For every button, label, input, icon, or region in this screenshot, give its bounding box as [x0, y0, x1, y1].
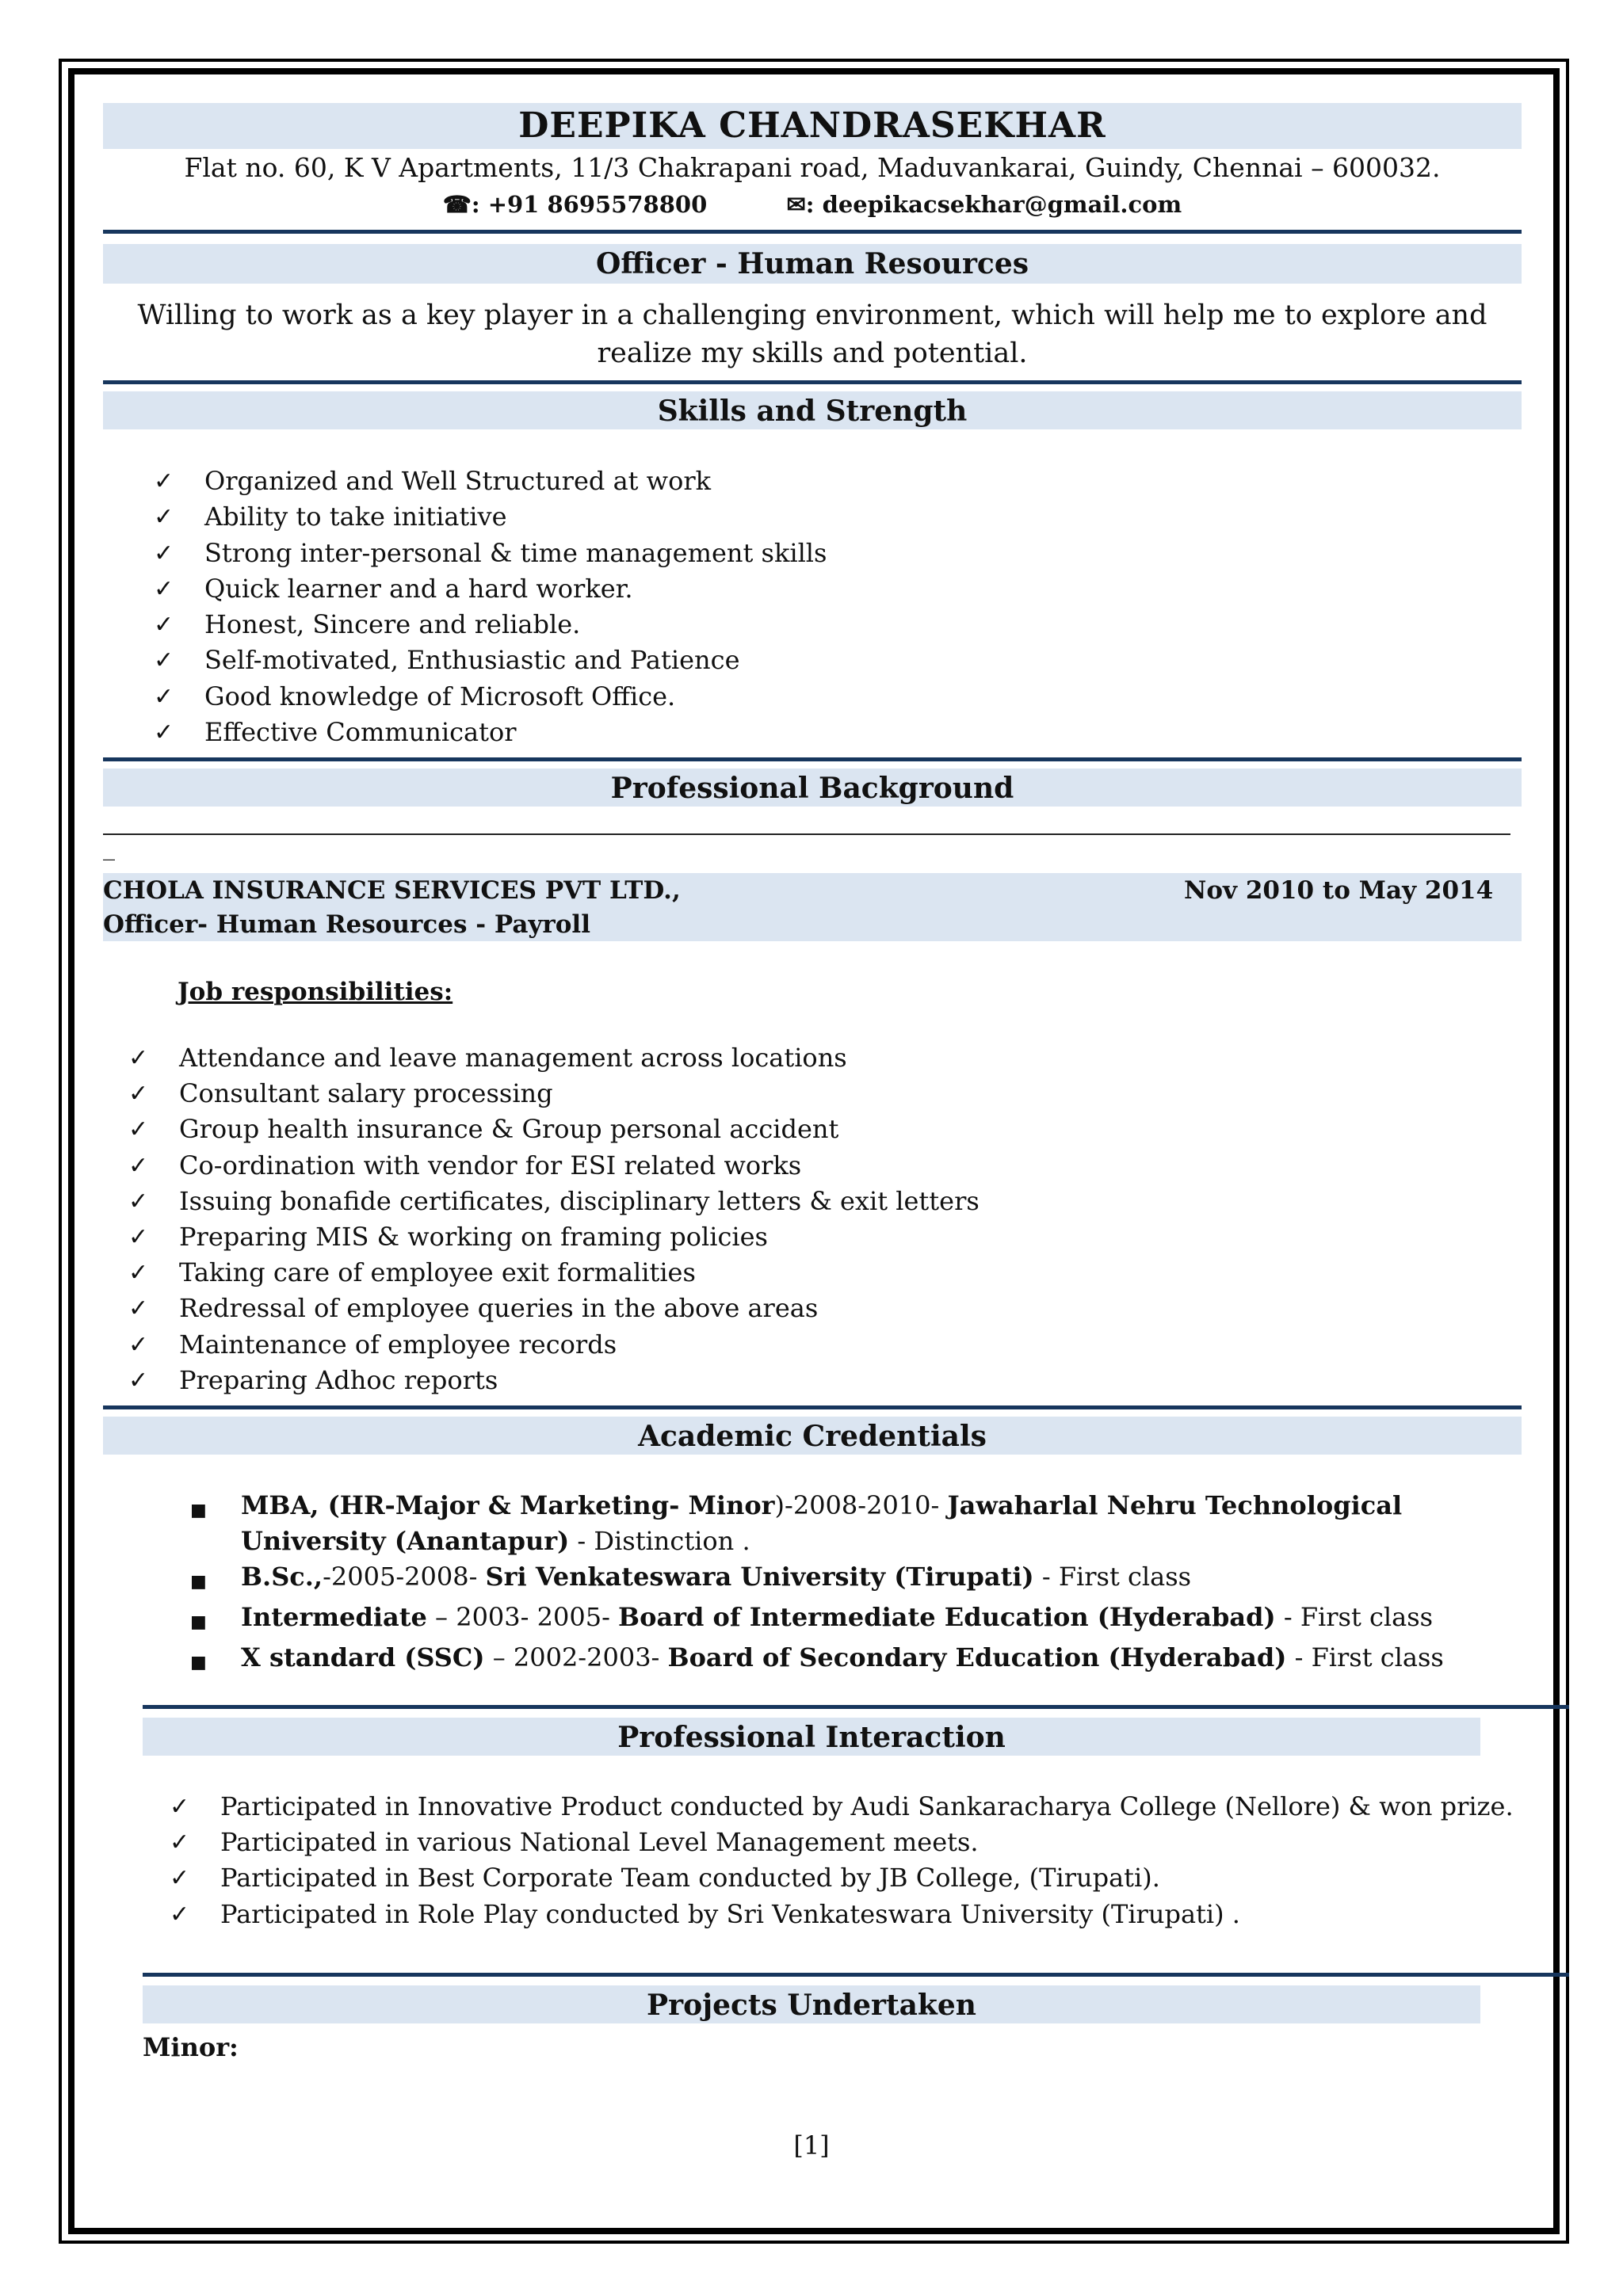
education-text — [241, 1640, 1466, 1676]
skill-item-text: Ability to take initiative — [204, 502, 507, 532]
skills-title: Skills and Strength — [657, 395, 968, 428]
checkmark-icon: ✓ — [128, 1366, 149, 1394]
academic-list — [190, 1488, 1466, 1680]
skill-item — [154, 643, 827, 678]
responsibility-item — [128, 1112, 980, 1147]
candidate-name: DEEPIKA CHANDRASEKHAR — [518, 105, 1106, 146]
responsibility-item — [128, 1327, 980, 1363]
checkmark-icon: ✓ — [154, 719, 174, 747]
responsibility-item-text: Redressal of employee queries in the above areas — [179, 1293, 819, 1324]
checkmark-icon: ✓ — [128, 1116, 149, 1144]
education-plain-part: )-2008-2010- — [774, 1490, 948, 1520]
address: Flat no. 60, K V Apartments, 11/3 Chakrapani road, Maduvankarai, Guindy, Chennai – 600032. — [184, 152, 1441, 183]
education-plain-part: - First class — [1275, 1602, 1434, 1632]
education-bold-part: Sri Venkateswara University (Tirupati) — [485, 1562, 1034, 1592]
checkmark-icon: ✓ — [170, 1864, 190, 1893]
checkmark-icon: ✓ — [128, 1295, 149, 1323]
education-plain-part: - First class — [1033, 1562, 1192, 1592]
education-text — [241, 1600, 1466, 1635]
skill-item-text: Honest, Sincere and reliable. — [204, 609, 581, 640]
checkmark-icon: ✓ — [128, 1259, 149, 1287]
skill-item-text: Good knowledge of Microsoft Office. — [204, 681, 676, 711]
section-rule — [143, 1973, 1569, 1977]
job-responsibilities-heading: Job responsibilities: — [178, 978, 453, 1006]
skill-item-text: Quick learner and a hard worker. — [204, 573, 633, 604]
responsibility-item — [128, 1076, 980, 1112]
responsibility-item — [128, 1148, 980, 1184]
section-rule — [103, 757, 1522, 761]
section-rule — [143, 1705, 1569, 1709]
phone-icon: ☎ — [442, 191, 472, 218]
education-text — [241, 1559, 1466, 1595]
education-text — [241, 1488, 1466, 1559]
skill-item — [154, 463, 827, 499]
education-bold-part: Board of Intermediate Education (Hyderabad) — [618, 1602, 1276, 1632]
email-icon: ✉ — [786, 191, 806, 218]
education-bold-part: Jawaharlal Nehru Technological University (Anantapur) — [241, 1490, 1403, 1556]
section-rule — [103, 380, 1522, 384]
responsibility-item-text: Taking care of employee exit formalities — [179, 1257, 696, 1288]
responsibility-item-text: Maintenance of employee records — [179, 1329, 617, 1360]
page-number: [1] — [793, 2130, 830, 2161]
interaction-item-text: Participated in Best Corporate Team conducted by JB College, (Tirupati). — [220, 1863, 1160, 1894]
projects-title: Projects Undertaken — [647, 1989, 976, 2022]
interaction-item-text: Participated in Innovative Product conducted by Audi Sankaracharya College (Nellore) & won prize. — [220, 1791, 1514, 1821]
interaction-item — [170, 1825, 1514, 1860]
objective-title: Officer - Human Resources — [595, 247, 1029, 280]
minor-projects-label: Minor: — [143, 2032, 239, 2062]
responsibility-item-text: Attendance and leave management across locations — [179, 1043, 847, 1073]
education-bold-part: Intermediate — [241, 1602, 427, 1632]
education-bold-part: Board of Secondary Education (Hyderabad) — [667, 1642, 1287, 1672]
checkmark-icon: ✓ — [154, 682, 174, 711]
responsibility-item — [128, 1291, 980, 1326]
education-plain-part: – 2003- 2005- — [426, 1602, 619, 1632]
checkmark-icon: ✓ — [128, 1080, 149, 1108]
responsibility-item-text: Issuing bonafide certificates, disciplinary letters & exit letters — [179, 1185, 980, 1216]
skill-item — [154, 679, 827, 715]
education-item — [190, 1640, 1466, 1680]
skill-item — [154, 715, 827, 750]
skill-item — [154, 536, 827, 571]
checkmark-icon: ✓ — [170, 1900, 190, 1928]
section-rule — [103, 1405, 1522, 1409]
checkmark-icon: ✓ — [154, 539, 174, 567]
checkmark-icon: ✓ — [128, 1187, 149, 1215]
stray-underscore: _ — [103, 833, 115, 861]
employment-dates: Nov 2010 to May 2014 — [1184, 876, 1494, 905]
responsibility-item-text: Preparing MIS & working on framing policies — [179, 1222, 768, 1253]
education-item — [190, 1559, 1466, 1600]
square-bullet-icon: ■ — [190, 1653, 207, 1672]
responsibility-item-text: Group health insurance & Group personal accident — [179, 1114, 839, 1145]
interaction-title: Professional Interaction — [617, 1721, 1006, 1754]
interaction-list — [170, 1789, 1514, 1932]
skill-item-text: Self-motivated, Enthusiastic and Patience — [204, 645, 740, 676]
education-item — [190, 1488, 1466, 1559]
skill-item — [154, 607, 827, 643]
email-address: : deepikacsekhar@gmail.com — [805, 191, 1182, 218]
contact-line — [103, 189, 1522, 220]
checkmark-icon: ✓ — [170, 1793, 190, 1821]
responsibilities-list — [128, 1040, 980, 1398]
academic-title: Academic Credentials — [638, 1420, 987, 1453]
skill-item — [154, 571, 827, 607]
square-bullet-icon: ■ — [190, 1612, 207, 1632]
checkmark-icon: ✓ — [128, 1330, 149, 1359]
checkmark-icon: ✓ — [128, 1151, 149, 1180]
square-bullet-icon: ■ — [190, 1501, 207, 1520]
professional-title: Professional Background — [610, 772, 1014, 805]
objective-text: Willing to work as a key player in a challenging environment, which will help me to explore and realize my skills and potential. — [137, 299, 1487, 369]
skill-item-text: Strong inter-personal & time management skills — [204, 537, 827, 568]
education-bold-part: X standard (SSC) — [241, 1642, 485, 1672]
interaction-item — [170, 1789, 1514, 1825]
education-bold-part: MBA, (HR-Major & Marketing- Minor — [241, 1490, 775, 1520]
interaction-item — [170, 1860, 1514, 1896]
education-item — [190, 1600, 1466, 1640]
responsibility-item — [128, 1255, 980, 1291]
section-rule — [103, 230, 1522, 234]
responsibility-item-text: Consultant salary processing — [179, 1078, 553, 1109]
checkmark-icon: ✓ — [170, 1829, 190, 1857]
education-plain-part: – 2002-2003- — [484, 1642, 668, 1672]
education-bold-part: B.Sc., — [241, 1562, 323, 1592]
skill-item-text: Effective Communicator — [204, 717, 517, 748]
responsibility-item — [128, 1184, 980, 1219]
responsibility-item — [128, 1040, 980, 1076]
checkmark-icon: ✓ — [128, 1223, 149, 1252]
responsibility-item-text: Preparing Adhoc reports — [179, 1364, 498, 1395]
checkmark-icon: ✓ — [154, 574, 174, 603]
checkmark-icon: ✓ — [154, 467, 174, 495]
job-role: Officer- Human Resources - Payroll — [103, 910, 590, 939]
divider-line — [103, 833, 1510, 835]
education-plain-part: - First class — [1286, 1642, 1444, 1672]
interaction-item-text: Participated in various National Level Management meets. — [220, 1827, 979, 1858]
checkmark-icon: ✓ — [154, 646, 174, 675]
phone-number: : +91 8695578800 — [471, 191, 708, 218]
education-plain-part: -2005-2008- — [323, 1562, 486, 1592]
checkmark-icon: ✓ — [154, 503, 174, 532]
skill-item-text: Organized and Well Structured at work — [204, 466, 712, 496]
checkmark-icon: ✓ — [154, 611, 174, 639]
skills-list — [154, 463, 827, 750]
company-name: CHOLA INSURANCE SERVICES PVT LTD., — [103, 876, 681, 905]
interaction-item-text: Participated in Role Play conducted by Sri Venkateswara University (Tirupati) . — [220, 1898, 1240, 1929]
skill-item — [154, 499, 827, 535]
checkmark-icon: ✓ — [128, 1044, 149, 1072]
responsibility-item — [128, 1363, 980, 1398]
responsibility-item-text: Co-ordination with vendor for ESI related works — [179, 1150, 802, 1180]
interaction-item — [170, 1897, 1514, 1932]
responsibility-item — [128, 1219, 980, 1255]
square-bullet-icon: ■ — [190, 1572, 207, 1592]
education-plain-part: - Distinction . — [569, 1526, 750, 1556]
